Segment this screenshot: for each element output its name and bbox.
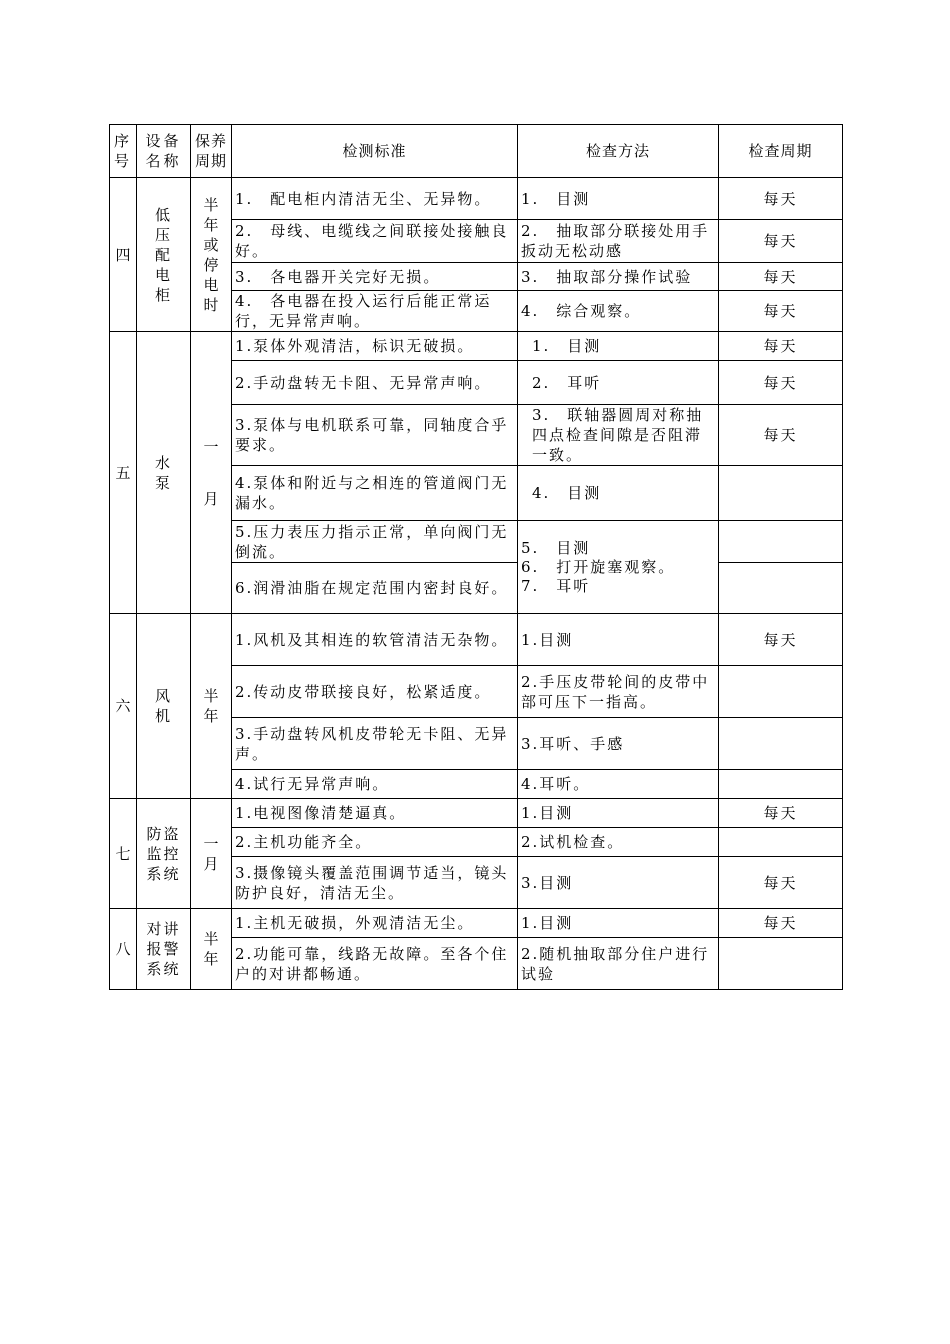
- check-standard: 3.泵体与电机联系可靠，同轴度合乎要求。: [232, 405, 518, 466]
- check-standard: 1.主机无破损，外观清洁无尘。: [232, 909, 518, 938]
- check-method: 2.手压皮带轮间的皮带中部可压下一指高。: [518, 666, 719, 718]
- check-cycle: 每天: [719, 291, 843, 332]
- check-method: 1.目测: [518, 909, 719, 938]
- check-cycle: [719, 666, 843, 718]
- check-method: 1. 目测: [518, 332, 719, 361]
- group-seq: 七: [110, 799, 137, 909]
- header-device: 设备 名称: [137, 125, 191, 178]
- check-method: 3. 抽取部分操作试验: [518, 263, 719, 291]
- header-standard: 检测标准: [232, 125, 518, 178]
- check-method: 5. 目测 6. 打开旋塞观察。 7. 耳听: [518, 521, 719, 614]
- check-cycle: 每天: [719, 178, 843, 220]
- check-method: 4. 目测: [518, 466, 719, 521]
- check-cycle: 每天: [719, 332, 843, 361]
- table-row: [110, 909, 843, 938]
- device-name: 对讲报警系统: [137, 909, 191, 990]
- check-method: 3. 联轴器圆周对称抽四点检查间隙是否阻滞一致。: [518, 405, 719, 466]
- check-standard: 6.润滑油脂在规定范围内密封良好。: [232, 563, 518, 614]
- maintenance-period: 一月: [191, 332, 232, 614]
- check-cycle: [719, 521, 843, 563]
- check-standard: 3. 各电器开关完好无损。: [232, 263, 518, 291]
- check-standard: 1.电视图像清楚逼真。: [232, 799, 518, 828]
- maintenance-period: 一月: [191, 799, 232, 909]
- check-standard: 2.主机功能齐全。: [232, 828, 518, 857]
- check-standard: 5.压力表压力指示正常，单向阀门无倒流。: [232, 521, 518, 563]
- table-row: [110, 178, 843, 220]
- check-cycle: 每天: [719, 220, 843, 263]
- header-seq: 序 号: [110, 125, 137, 178]
- maintenance-period: 半年: [191, 909, 232, 990]
- check-cycle: 每天: [719, 614, 843, 666]
- header-period: 保养 周期: [191, 125, 232, 178]
- check-method: 4.耳听。: [518, 770, 719, 799]
- group-seq: 六: [110, 614, 137, 799]
- check-standard: 2.手动盘转无卡阻、无异常声响。: [232, 361, 518, 405]
- check-cycle: [719, 563, 843, 614]
- check-standard: 4.试行无异常声响。: [232, 770, 518, 799]
- header-method: 检查方法: [518, 125, 719, 178]
- check-method: 3.目测: [518, 857, 719, 909]
- check-standard: 2.传动皮带联接良好，松紧适度。: [232, 666, 518, 718]
- maintenance-period: 半年: [191, 614, 232, 799]
- check-standard: 3.摄像镜头覆盖范围调节适当，镜头防护良好，清洁无尘。: [232, 857, 518, 909]
- device-name: 防盗监控系统: [137, 799, 191, 909]
- check-method: 2.随机抽取部分住户进行试验: [518, 938, 719, 990]
- check-standard: 4. 各电器在投入运行后能正常运行，无异常声响。: [232, 291, 518, 332]
- maintenance-table: [109, 124, 843, 990]
- check-method: 2. 耳听: [518, 361, 719, 405]
- check-cycle: 每天: [719, 263, 843, 291]
- check-method: 2. 抽取部分联接处用手扳动无松动感: [518, 220, 719, 263]
- group-seq: 四: [110, 178, 137, 332]
- check-method: 1. 目测: [518, 178, 719, 220]
- table-header-row: [110, 125, 843, 178]
- group-seq: 八: [110, 909, 137, 990]
- maintenance-period: 半年或停电时: [191, 178, 232, 332]
- check-standard: 1.风机及其相连的软管清洁无杂物。: [232, 614, 518, 666]
- check-standard: 1.泵体外观清洁，标识无破损。: [232, 332, 518, 361]
- table-row: [110, 799, 843, 828]
- check-method: 3.耳听、手感: [518, 718, 719, 770]
- check-cycle: [719, 938, 843, 990]
- check-method: 4. 综合观察。: [518, 291, 719, 332]
- device-name: 低压配电柜: [137, 178, 191, 332]
- check-cycle: [719, 466, 843, 521]
- check-standard: 2.功能可靠，线路无故障。至各个住户的对讲都畅通。: [232, 938, 518, 990]
- check-cycle: [719, 770, 843, 799]
- check-cycle: 每天: [719, 799, 843, 828]
- check-standard: 3.手动盘转风机皮带轮无卡阻、无异声。: [232, 718, 518, 770]
- check-method: 2.试机检查。: [518, 828, 719, 857]
- header-cycle: 检查周期: [719, 125, 843, 178]
- check-cycle: 每天: [719, 857, 843, 909]
- check-cycle: [719, 718, 843, 770]
- table-row: [110, 614, 843, 666]
- check-cycle: [719, 828, 843, 857]
- device-name: 风机: [137, 614, 191, 799]
- check-method: 1.目测: [518, 799, 719, 828]
- check-standard: 2. 母线、电缆线之间联接处接触良好。: [232, 220, 518, 263]
- check-standard: 4.泵体和附近与之相连的管道阀门无漏水。: [232, 466, 518, 521]
- check-standard: 1. 配电柜内清洁无尘、无异物。: [232, 178, 518, 220]
- device-name: 水泵: [137, 332, 191, 614]
- check-method: 1.目测: [518, 614, 719, 666]
- group-seq: 五: [110, 332, 137, 614]
- check-cycle: 每天: [719, 909, 843, 938]
- check-cycle: 每天: [719, 405, 843, 466]
- table-row: [110, 332, 843, 361]
- check-cycle: 每天: [719, 361, 843, 405]
